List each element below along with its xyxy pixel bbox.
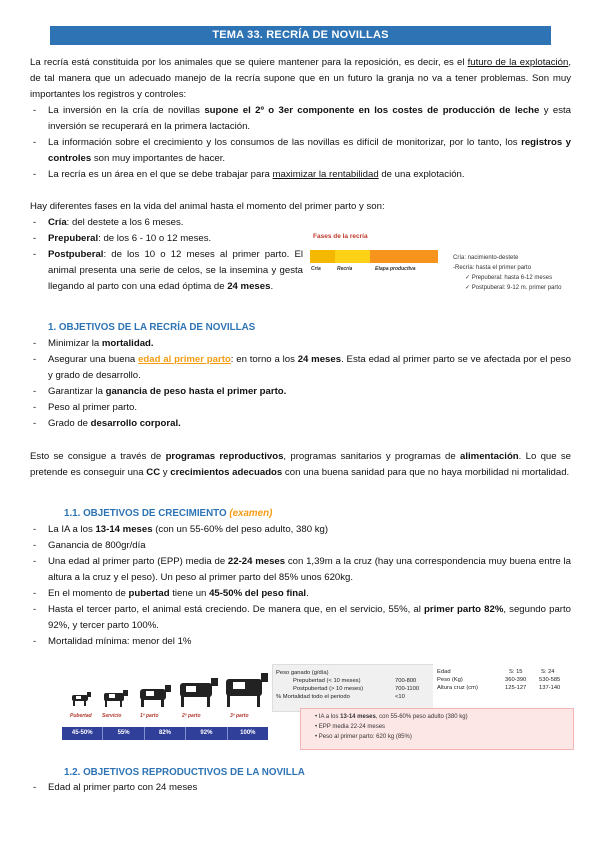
- text: 45-50% del peso final: [209, 588, 307, 599]
- text: 24 meses: [227, 281, 271, 292]
- text: IA a los: [318, 714, 341, 720]
- summary-line: • EPP media 22-24 meses: [315, 724, 386, 730]
- table-cell: Prepubertad (< 10 meses): [293, 678, 361, 684]
- text: son muy importantes de hacer.: [91, 153, 226, 164]
- stage-label: Servicio: [102, 713, 122, 719]
- table-cell: Altura cruz (cm): [437, 685, 478, 691]
- text: Una edad al primer parto (EPP) media de: [48, 556, 228, 567]
- summary-line: • IA a los 13-14 meses, con 55-60% peso adulto (380 kg): [315, 714, 468, 720]
- text: : de los 10 o 12 meses al primer parto. El animal presenta una serie de celos, se la insemina y gesta llegando al parto con una edad óptima de: [48, 249, 303, 292]
- text: mortalidad.: [101, 338, 154, 349]
- table-cell: 700-1100: [395, 686, 420, 692]
- list-item: [48, 602, 571, 634]
- weight-percent: 100%: [240, 730, 256, 736]
- text: : del destete a los 6 meses.: [66, 217, 184, 228]
- section-heading: 1. OBJETIVOS DE LA RECRÍA DE NOVILLAS: [48, 322, 256, 333]
- text: La inversión en la cría de novillas: [48, 105, 205, 116]
- text: Postpuberal: [48, 249, 104, 260]
- text: primer parto 82%: [424, 604, 504, 615]
- text: : en torno a los: [230, 354, 298, 365]
- text: , con 55-60% peso adulto (380 kg): [375, 714, 468, 720]
- fase-label: Recría: [337, 266, 353, 272]
- fase-recria-bar: [335, 250, 370, 263]
- text: , de tal manera que un adecuado manejo de la recría supone que en un futuro la granja no va a tener problemas. Son muy importantes los registros y controles:: [30, 57, 571, 100]
- size-table: [433, 664, 573, 710]
- summary-box: [300, 708, 574, 750]
- text: Grado de: [48, 418, 91, 429]
- text: registros y controles: [48, 137, 571, 164]
- table-cell: 360-390: [505, 677, 527, 683]
- text: Asegurar una buena: [48, 354, 139, 365]
- list-item: [48, 416, 571, 432]
- list-item: [48, 167, 571, 183]
- stage-label: 3º parto: [230, 713, 249, 719]
- text: En el momento de: [48, 588, 129, 599]
- text: pubertad: [128, 588, 170, 599]
- list-item: [48, 231, 303, 247]
- text: (con un 55-60% del peso adulto, 380 kg): [152, 524, 329, 535]
- text: La recría es un área en el que se debe trabajar para: [48, 169, 273, 180]
- list-item: [48, 103, 571, 135]
- text: y: [160, 467, 171, 478]
- fase-note: Cría: nacimiento-destete: [453, 255, 519, 261]
- text: Garantizar la: [48, 386, 106, 397]
- text: Peso al primer parto.: [48, 402, 138, 413]
- fase-label: Cría: [311, 266, 321, 272]
- list-item: [48, 634, 571, 650]
- list-item: [48, 336, 571, 352]
- table-cell: Postpubertad (> 10 meses): [293, 686, 364, 692]
- text: 22-24 meses: [227, 556, 286, 567]
- fase-cria-bar: [310, 250, 335, 263]
- weight-percent: 45-50%: [62, 727, 103, 740]
- weight-percent: 55%: [103, 727, 144, 740]
- objectives-paragraph: [30, 449, 571, 481]
- intro-paragraph: [30, 55, 571, 103]
- text: Mortalidad mínima: menor del 1%: [48, 636, 192, 647]
- text: La información sobre el crecimiento y los consumos de las novillas es difícil de monitorizar, por lo tanto, los: [48, 137, 522, 148]
- growth-figure: [62, 665, 268, 745]
- table-cell: S: 24: [541, 669, 555, 675]
- list-item: [48, 215, 303, 231]
- list-item: [48, 522, 571, 538]
- text: desarrollo corporal.: [90, 418, 181, 429]
- section-heading: [64, 508, 272, 519]
- text: La IA a los: [48, 524, 96, 535]
- text: Peso al primer parto: 620 kg (85%): [318, 734, 412, 740]
- table-cell: 700-800: [395, 678, 417, 684]
- text: y esta inversión se recuperará en la primera lactación.: [48, 105, 571, 132]
- table-cell: <10: [395, 694, 405, 700]
- text: : de los 6 - 10 o 12 meses.: [98, 233, 212, 244]
- list-item: [48, 586, 571, 602]
- text: . Esta edad al primer parto se ve afectada por el peso y grado de desarrollo.: [48, 354, 572, 381]
- list-item: [48, 384, 571, 400]
- text: , programas sanitarios y programas de: [283, 451, 461, 462]
- text: futuro de la explotación: [467, 57, 569, 68]
- table-cell: Peso ganado (g/día): [276, 670, 329, 676]
- text: programas reproductivos: [165, 451, 284, 462]
- text: Prepuberal: [48, 233, 99, 244]
- stage-label: Pubertad: [70, 713, 92, 719]
- text: , segundo parto 92%, y tercer parto 100%.: [48, 604, 571, 631]
- text: Edad al primer parto con 24 meses: [48, 782, 198, 793]
- text: crecimientos adecuados: [170, 467, 283, 478]
- fase-note: ✓ Prepuberal: hasta 6-12 meses: [465, 275, 553, 281]
- text: CC: [146, 467, 161, 478]
- text: . Lo que se pretende es conseguir una: [30, 451, 571, 478]
- table-cell: Peso (Kg): [437, 677, 463, 683]
- text: Hasta el tercer parto, el animal está creciendo. De manera que, en el servicio, 55%, al: [48, 604, 425, 615]
- list-item: [48, 554, 571, 586]
- text: La recría está constituida por los animales que se quiere mantener para la reposición, es decir, es el: [30, 57, 468, 68]
- text: .: [270, 281, 274, 292]
- text: Minimizar la: [48, 338, 102, 349]
- fases-title: Fases de la recría: [313, 233, 368, 240]
- page-title: TEMA 33. RECRÍA DE NOVILLAS: [50, 26, 551, 45]
- weight-percent: 92%: [186, 727, 227, 740]
- text: supone el 2º o 3er componente en los costes de producción de leche: [204, 105, 540, 116]
- summary-line: • Peso al primer parto: 620 kg (85%): [315, 734, 412, 740]
- list-item: [48, 352, 571, 384]
- growth-table: [272, 664, 434, 712]
- table-cell: % Mortalidad todo el periodo: [276, 694, 350, 700]
- fases-intro: Hay diferentes fases en la vida del animal hasta el momento del primer parto y son:: [30, 201, 385, 212]
- text: 1.1. OBJETIVOS DE CRECIMIENTO: [64, 508, 227, 519]
- text: alimentación: [460, 451, 519, 462]
- weight-percent: 82%: [145, 727, 186, 740]
- list-item: [48, 247, 303, 295]
- text: maximizar la rentabilidad: [272, 169, 379, 180]
- fase-note: ✓ Postpuberal: 9-12 m. primer parto: [465, 285, 562, 291]
- stage-label: 2º parto: [182, 713, 201, 719]
- text: EPP media 22-24 meses: [318, 724, 386, 730]
- text: .: [306, 588, 309, 599]
- list-item: [48, 780, 571, 796]
- fase-note: -Recría: hasta el primer parto: [453, 265, 532, 271]
- fase-label: Etapa productiva: [375, 266, 416, 272]
- text: Ganancia de 800gr/día: [48, 540, 146, 551]
- text: edad al primer parto: [138, 354, 231, 365]
- text: Esto se consigue a través de: [30, 451, 166, 462]
- table-cell: S: 15: [509, 669, 523, 675]
- list-item: [48, 400, 571, 416]
- list-item: [48, 135, 571, 167]
- weight-percent-bar: [62, 727, 268, 740]
- section-heading: 1.2. OBJETIVOS REPRODUCTIVOS DE LA NOVILLA: [64, 767, 305, 778]
- table-cell: 530-585: [539, 677, 561, 683]
- text: tiene un: [169, 588, 210, 599]
- text: (examen): [229, 508, 273, 519]
- text: ganancia de peso hasta el primer parto.: [105, 386, 287, 397]
- text: 13-14 meses: [340, 714, 376, 720]
- text: 24 meses: [297, 354, 342, 365]
- cow-silhouettes-image: [68, 667, 268, 709]
- list-item: [48, 538, 571, 554]
- fase-productiva-bar: [370, 250, 438, 263]
- table-cell: 137-140: [539, 685, 561, 691]
- table-cell: 125-127: [505, 685, 527, 691]
- table-cell: Edad: [437, 669, 451, 675]
- text: con 1,39m a la cruz (hay una correspondencia muy buena entre la altura a la cruz y el peso). Un peso al primer parto del 85% unos 620kg.: [48, 556, 571, 583]
- fases-diagram: [305, 233, 600, 293]
- text: de una explotación.: [378, 169, 465, 180]
- text: 13-14 meses: [95, 524, 153, 535]
- text: con una buena sanidad para que no haya morbilidad ni mortalidad.: [282, 467, 570, 478]
- stage-label: 1º parto: [140, 713, 159, 719]
- text: Cría: [48, 217, 67, 228]
